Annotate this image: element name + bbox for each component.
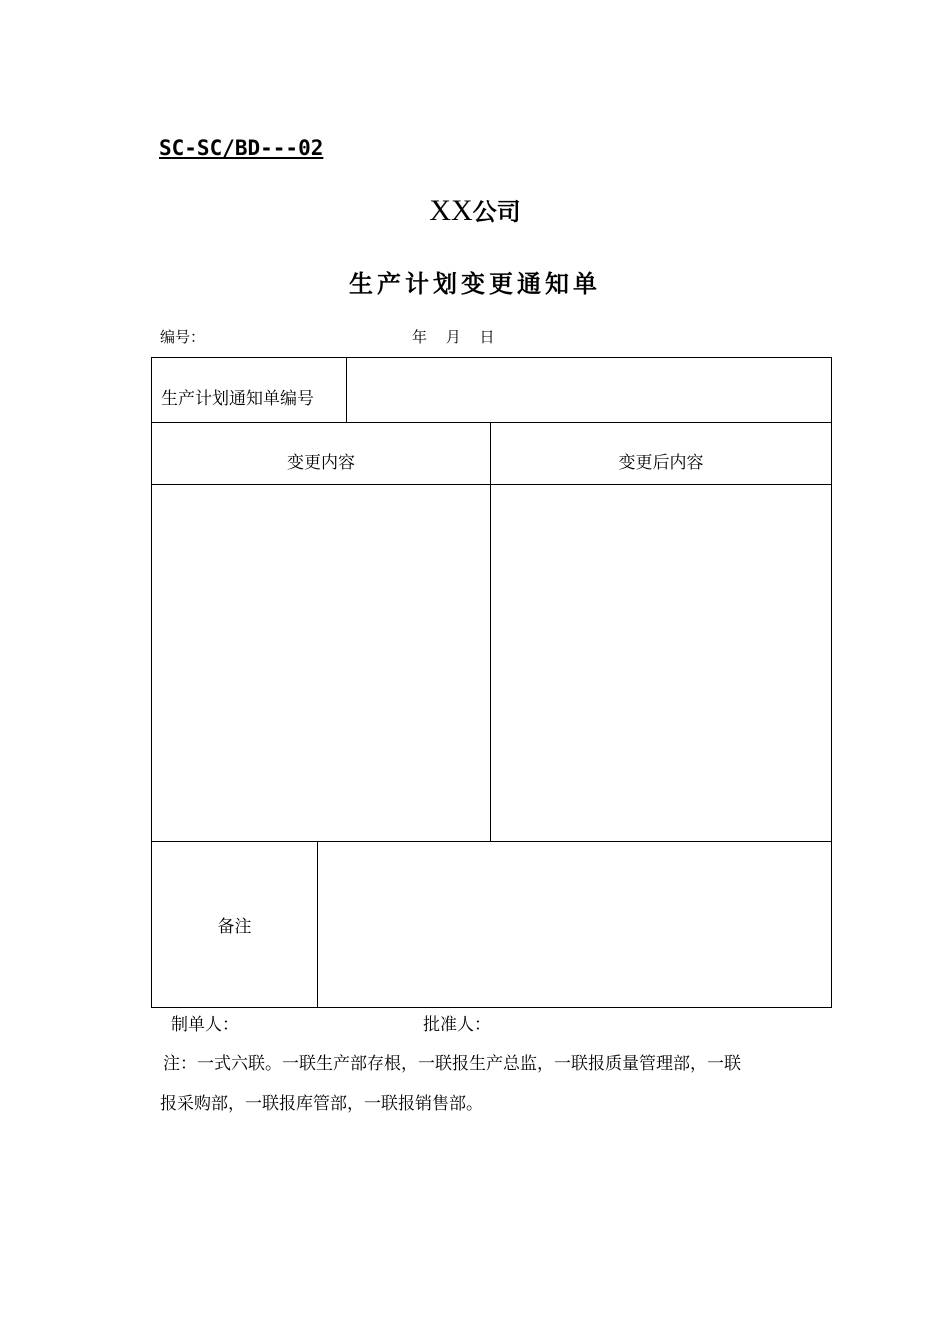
distribution-note	[160, 1044, 810, 1124]
date-label: 年 月 日	[412, 328, 495, 346]
remarks-field[interactable]	[318, 842, 832, 1008]
company-name	[0, 192, 950, 228]
content-header-row	[152, 423, 832, 485]
change-notice-table	[151, 357, 832, 1008]
remarks-label: 备注	[152, 842, 318, 1008]
number-label: 编号：	[160, 328, 206, 346]
company-latin: XX	[429, 194, 473, 227]
changed-content-header: 变更后内容	[491, 423, 832, 485]
change-content-field[interactable]	[152, 485, 491, 842]
note-line-2: 报采购部，一联报库管部，一联报销售部。	[160, 1094, 483, 1114]
changed-content-field[interactable]	[491, 485, 832, 842]
document-code: SC-SC/BD---02	[159, 136, 324, 160]
prepared-by-label: 制单人：	[171, 1015, 239, 1035]
remarks-row	[152, 842, 832, 1008]
company-cn: 公司	[472, 198, 521, 226]
plan-number-label: 生产计划通知单编号	[152, 358, 347, 423]
content-row	[152, 485, 832, 842]
plan-number-row	[152, 358, 832, 423]
form-title: 生产计划变更通知单	[349, 270, 601, 298]
change-content-header: 变更内容	[152, 423, 491, 485]
approved-by-label: 批准人：	[423, 1015, 491, 1035]
plan-number-field[interactable]	[347, 358, 832, 423]
note-line-1: 注：一式六联。一联生产部存根，一联报生产总监，一联报质量管理部，一联	[163, 1054, 741, 1074]
